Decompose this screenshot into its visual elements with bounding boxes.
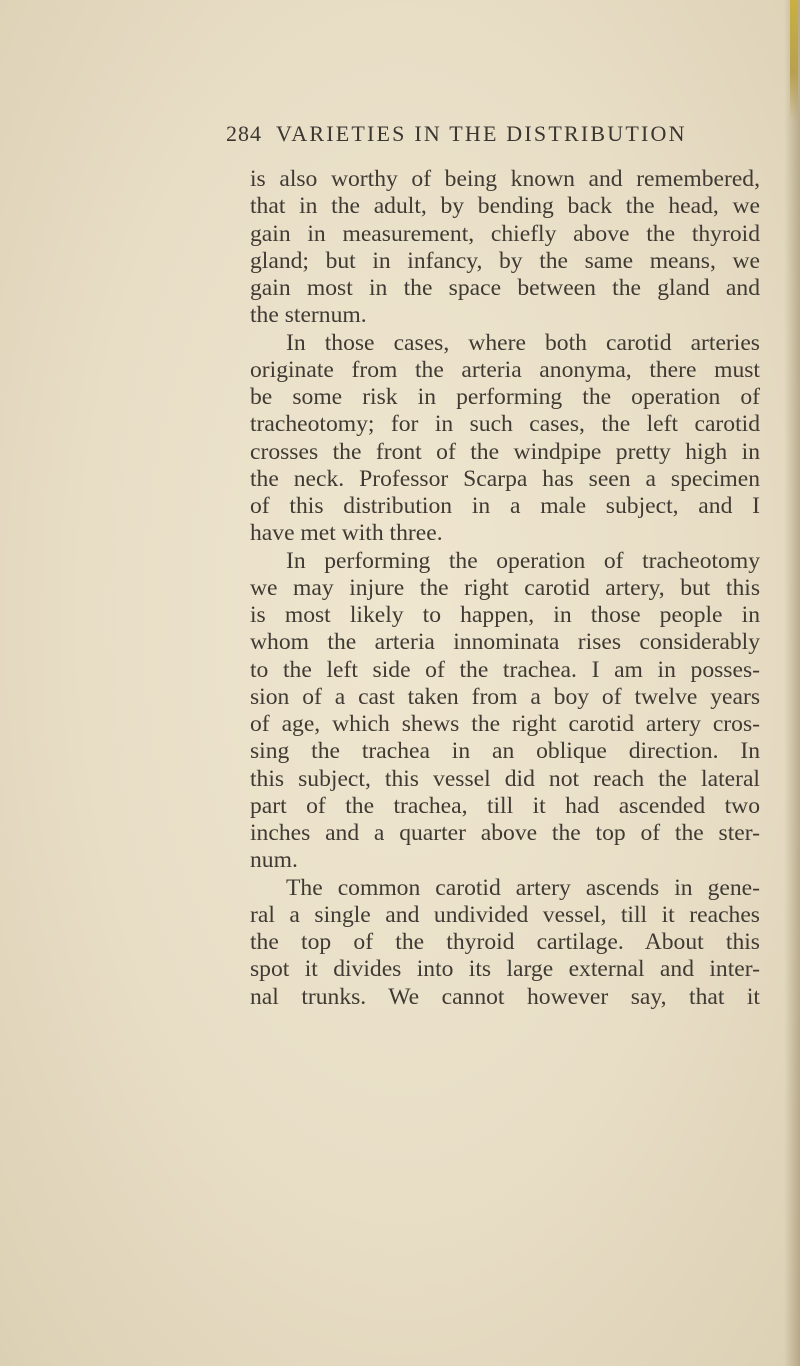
page-edge-shadow [784,0,800,1366]
text-line: crosses the front of the windpipe pretty high in [250,438,760,465]
text-line: the neck. Professor Scarpa has seen a specimen [250,465,760,492]
text-line: originate from the arteria anonyma, there must [250,356,760,383]
text-line: nal trunks. We cannot however say, that it [250,983,760,1010]
running-head [226,121,786,161]
text-line: gland; but in infancy, by the same means, we [250,247,760,274]
text-line: ral a single and undivided vessel, till it reaches [250,901,760,928]
text-line: part of the trachea, till it had ascended two [250,792,760,819]
text-line: sing the trachea in an oblique direction. In [250,738,760,765]
text-line: is also worthy of being known and remembered, [250,166,760,192]
text-line: the sternum. [250,302,367,329]
body-text [250,166,760,1011]
paragraph-2 [250,330,760,548]
text-line: num. [250,847,298,874]
text-line: of this distribution in a male subject, and I [250,493,760,519]
text-line: In those cases, where both carotid arteries [286,329,760,356]
text-line: sion of a cast taken from a boy of twelve years [250,683,760,710]
text-line: that in the adult, by bending back the head, we [250,193,760,220]
paragraph-3 [250,548,760,875]
text-line: be some risk in performing the operation of [250,384,760,410]
text-line: of age, which shews the right carotid artery cros- [250,711,760,737]
text-line: whom the arteria innominata rises considerably [250,629,760,656]
text-line: is most likely to happen, in those people in [250,602,760,628]
text-line: In performing the operation of tracheotomy [286,547,760,574]
text-line: this subject, this vessel did not reach the lateral [250,765,760,792]
paragraph-1 [250,166,760,330]
text-line: inches and a quarter above the top of the ster- [250,820,760,846]
text-line: tracheotomy; for in such cases, the left carotid [250,411,760,438]
text-line: The common carotid artery ascends in gene- [286,874,760,901]
page-edge-mark [790,0,798,120]
text-line: spot it divides into its large external and inter- [250,956,760,983]
paragraph-4 [250,875,760,1011]
text-line: gain in measurement, chiefly above the thyroid [250,220,760,247]
running-head-title: VARIETIES IN THE DISTRIBUTION [276,121,687,146]
page-number: 284 [226,121,262,146]
text-line: the top of the thyroid cartilage. About this [250,929,760,955]
text-line: have met with three. [250,520,443,547]
text-line: to the left side of the trachea. I am in posses- [250,656,760,683]
text-line: gain most in the space between the gland and [250,275,760,301]
text-line: we may injure the right carotid artery, but this [250,574,760,601]
